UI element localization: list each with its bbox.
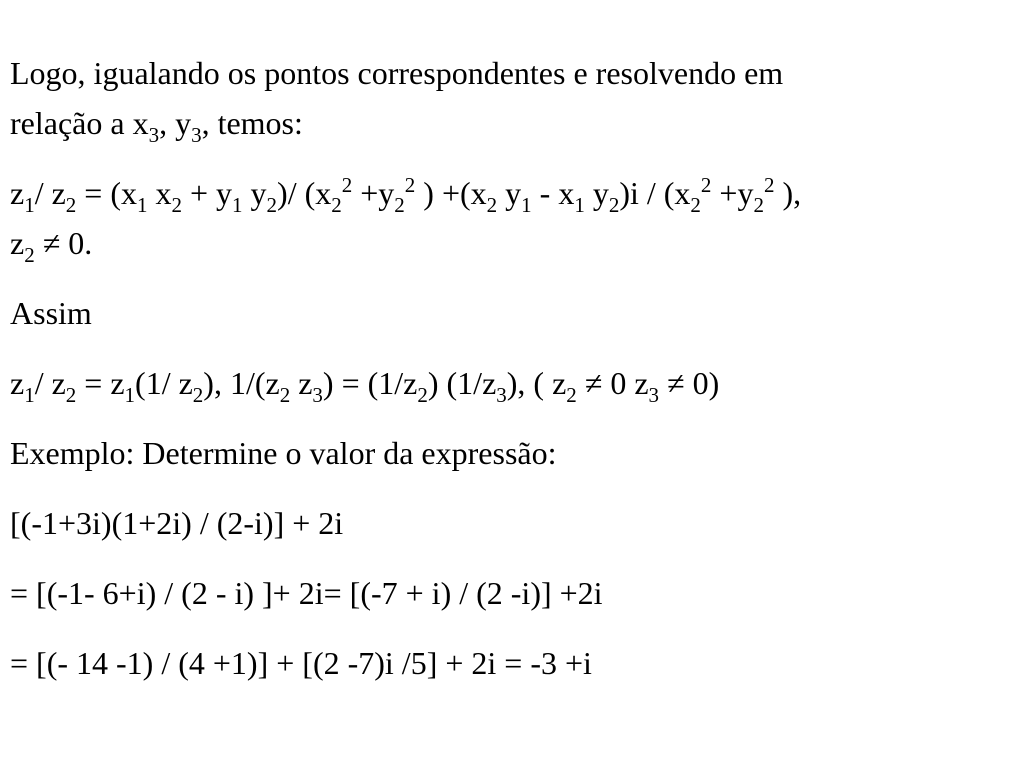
superscript: 2 (341, 173, 353, 197)
formula-text: +y (711, 175, 754, 211)
subscript: 1 (124, 383, 136, 407)
subscript: 1 (24, 383, 35, 407)
formula-text: = (x (76, 175, 137, 211)
formula-text: y (584, 175, 609, 211)
subscript: 2 (753, 193, 764, 217)
subscript: 2 (24, 243, 35, 267)
formula-text: / z (34, 365, 66, 401)
subscript: 1 (137, 193, 148, 217)
example-step-3: = [(- 14 -1) / (4 +1)] + [(2 -7)i /5] + 2i = -3 +i (10, 645, 592, 681)
subscript: 3 (148, 123, 160, 147)
subscript: 3 (191, 123, 202, 147)
properties-formula (10, 364, 720, 407)
subscript: 2 (394, 193, 405, 217)
subscript: 2 (65, 193, 77, 217)
formula-text: + y (182, 175, 233, 211)
subscript: 2 (65, 383, 77, 407)
example-step-1: [(-1+3i)(1+2i) / (2-i)] + 2i (10, 505, 344, 541)
example-heading: Exemplo: Determine o valor da expressão: (10, 435, 557, 471)
example-step-2: = [(-1- 6+i) / (2 - i) ]+ 2i= [(-7 + i) / (2 -i)] +2i (10, 575, 603, 611)
subscript: 2 (266, 193, 278, 217)
subscript: 1 (574, 193, 585, 217)
subscript: 1 (521, 193, 532, 217)
intro-text: , y (159, 105, 192, 141)
subscript: 2 (417, 383, 428, 407)
formula-text: z (10, 175, 25, 211)
subscript: 2 (486, 193, 498, 217)
superscript: 2 (763, 173, 775, 197)
formula-text: ), ( z (506, 365, 567, 401)
formula-text: ), 1/(z (203, 365, 280, 401)
formula-text: y (242, 175, 267, 211)
intro-text: , temos: (201, 105, 303, 141)
intro-line-1: Logo, igualando os pontos correspondentes e resolvendo em (10, 55, 784, 91)
formula-text: ), (774, 175, 802, 211)
formula-text: (1/ z (135, 365, 193, 401)
formula-text: y (497, 175, 522, 211)
subscript: 3 (312, 383, 323, 407)
formula-text: z (10, 365, 25, 401)
subscript: 2 (608, 193, 620, 217)
subscript: 2 (566, 383, 577, 407)
formula-text: z (10, 225, 25, 261)
subscript: 2 (192, 383, 204, 407)
subscript: 3 (496, 383, 507, 407)
formula-text: )i / (x (619, 175, 691, 211)
subscript: 3 (648, 383, 660, 407)
subscript: 2 (279, 383, 291, 407)
formula-text: = z (76, 365, 125, 401)
formula-text: - x (531, 175, 575, 211)
formula-text: ≠ 0. (34, 225, 93, 261)
subscript: 2 (171, 193, 182, 217)
division-formula (10, 173, 802, 217)
intro-text: relação a x (10, 105, 149, 141)
formula-text: ≠ 0) (659, 365, 720, 401)
assim-label: Assim (10, 295, 92, 331)
subscript: 2 (690, 193, 701, 217)
subscript: 1 (232, 193, 243, 217)
formula-text: / z (34, 175, 66, 211)
subscript: 2 (331, 193, 342, 217)
subscript: 1 (24, 193, 35, 217)
superscript: 2 (700, 173, 712, 197)
formula-text: z (290, 365, 313, 401)
intro-line-2 (10, 104, 303, 147)
formula-text: ) (1/z (427, 365, 497, 401)
formula-text: ) +(x (415, 175, 487, 211)
formula-text: ) = (1/z (322, 365, 418, 401)
formula-text: )/ (x (277, 175, 332, 211)
superscript: 2 (404, 173, 416, 197)
formula-text: x (147, 175, 172, 211)
formula-text: +y (352, 175, 395, 211)
division-condition (10, 224, 93, 267)
formula-text: ≠ 0 z (576, 365, 649, 401)
